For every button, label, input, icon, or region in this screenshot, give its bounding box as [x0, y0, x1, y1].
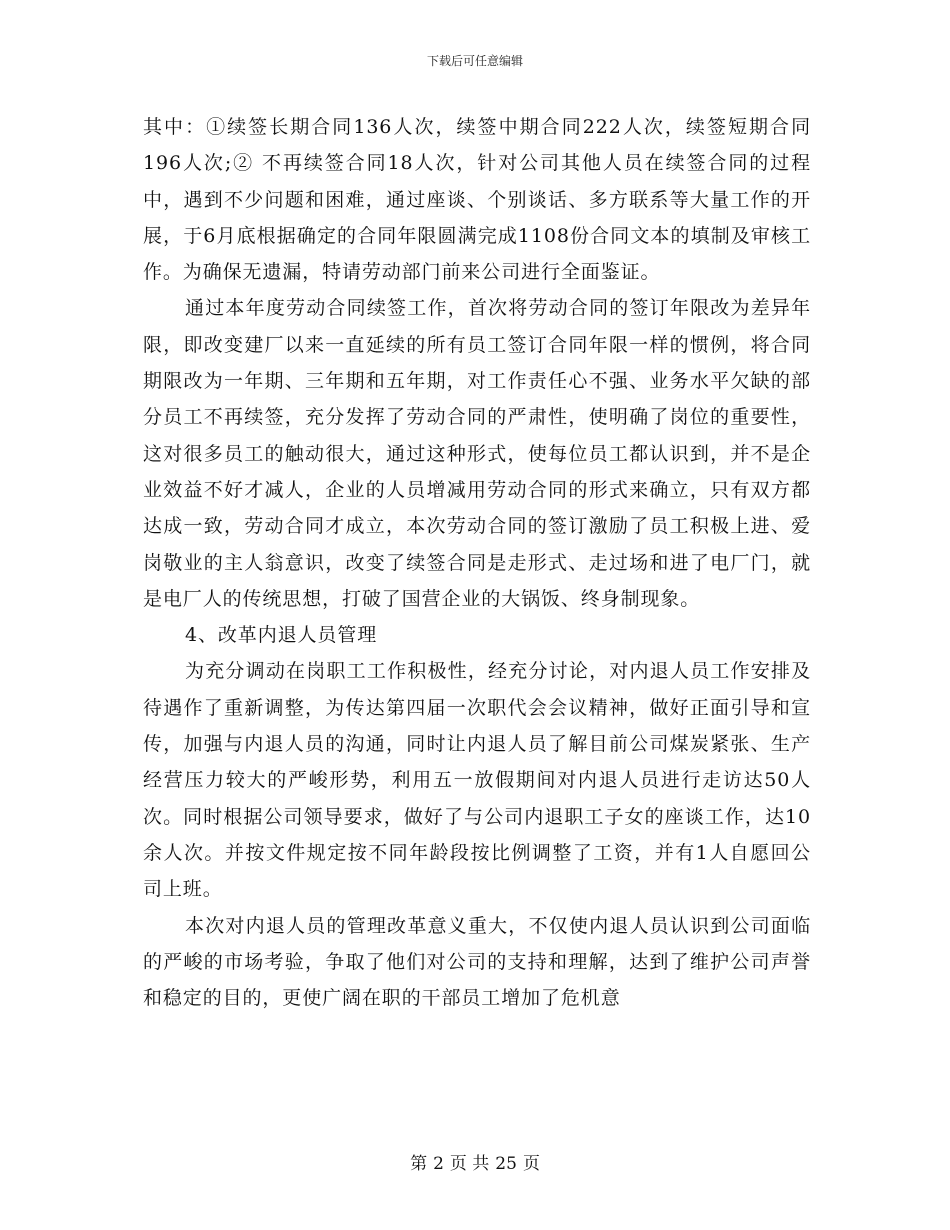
page-number-footer	[0, 1153, 950, 1175]
footer-middle: 页 共	[449, 1154, 490, 1174]
footer-current-page: 2	[433, 1154, 444, 1174]
paragraph-reform-significance: 本次对内退人员的管理改革意义重大，不仅使内退人员认识到公司面临的严峻的市场考验，争取了他们对公司的支持和理解，达到了维护公司声誉和稳定的目的，更使广阔在职的干部员工增加了危机意	[143, 914, 811, 1010]
paragraph-contract-renewal-stats: 其中：①续签长期合同136人次，续签中期合同222人次，续签短期合同196人次;② 不再续签合同18人次，针对公司其他人员在续签合同的过程中，遇到不少问题和困难，通过座谈、个别谈话、多方联系等大量工作的开展，于6月底根据确定的合同年限圆满完成1108份合同文本的填制及审核工作。为确保无遗漏，特请劳动部门前来公司进行全面鉴证。	[143, 116, 811, 284]
paragraph-retiree-adjustment: 为充分调动在岗职工工作积极性，经充分讨论，对内退人员工作安排及待遇作了重新调整，为传达第四届一次职代会会议精神，做好正面引导和宣传，加强与内退人员的沟通，同时让内退人员了解目前公司煤炭紧张、生产经营压力较大的严峻形势，利用五一放假期间对内退人员进行走访达50人次。同时根据公司领导要求，做好了与公司内退职工子女的座谈工作，达10余人次。并按文件规定按不同年龄段按比例调整了工资，并有1人自愿回公司上班。	[143, 660, 811, 901]
section-heading-retiree-management: 4、改革内退人员管理	[185, 624, 378, 647]
document-body	[143, 109, 811, 1016]
footer-prefix: 第	[410, 1154, 428, 1174]
footer-total-pages: 25	[495, 1154, 517, 1174]
page-header: 下载后可任意编辑	[426, 54, 523, 68]
footer-suffix: 页	[522, 1154, 540, 1174]
paragraph-contract-term-reform: 通过本年度劳动合同续签工作，首次将劳动合同的签订年限改为差异年限，即改变建厂以来一直延续的所有员工签订合同年限一样的惯例，将合同期限改为一年期、三年期和五年期，对工作责任心不强、业务水平欠缺的部分员工不再续签，充分发挥了劳动合同的严肃性，使明确了岗位的重要性，这对很多员工的触动很大，通过这种形式，使每位员工都认识到，并不是企业效益不好才减人，企业的人员增减用劳动合同的形式来确立，只有双方都达成一致，劳动合同才成立，本次劳动合同的签订激励了员工积极上进、爱岗敬业的主人翁意识，改变了续签合同是走形式、走过场和进了电厂门，就是电厂人的传统思想，打破了国营企业的大锅饭、终身制现象。	[143, 297, 811, 610]
